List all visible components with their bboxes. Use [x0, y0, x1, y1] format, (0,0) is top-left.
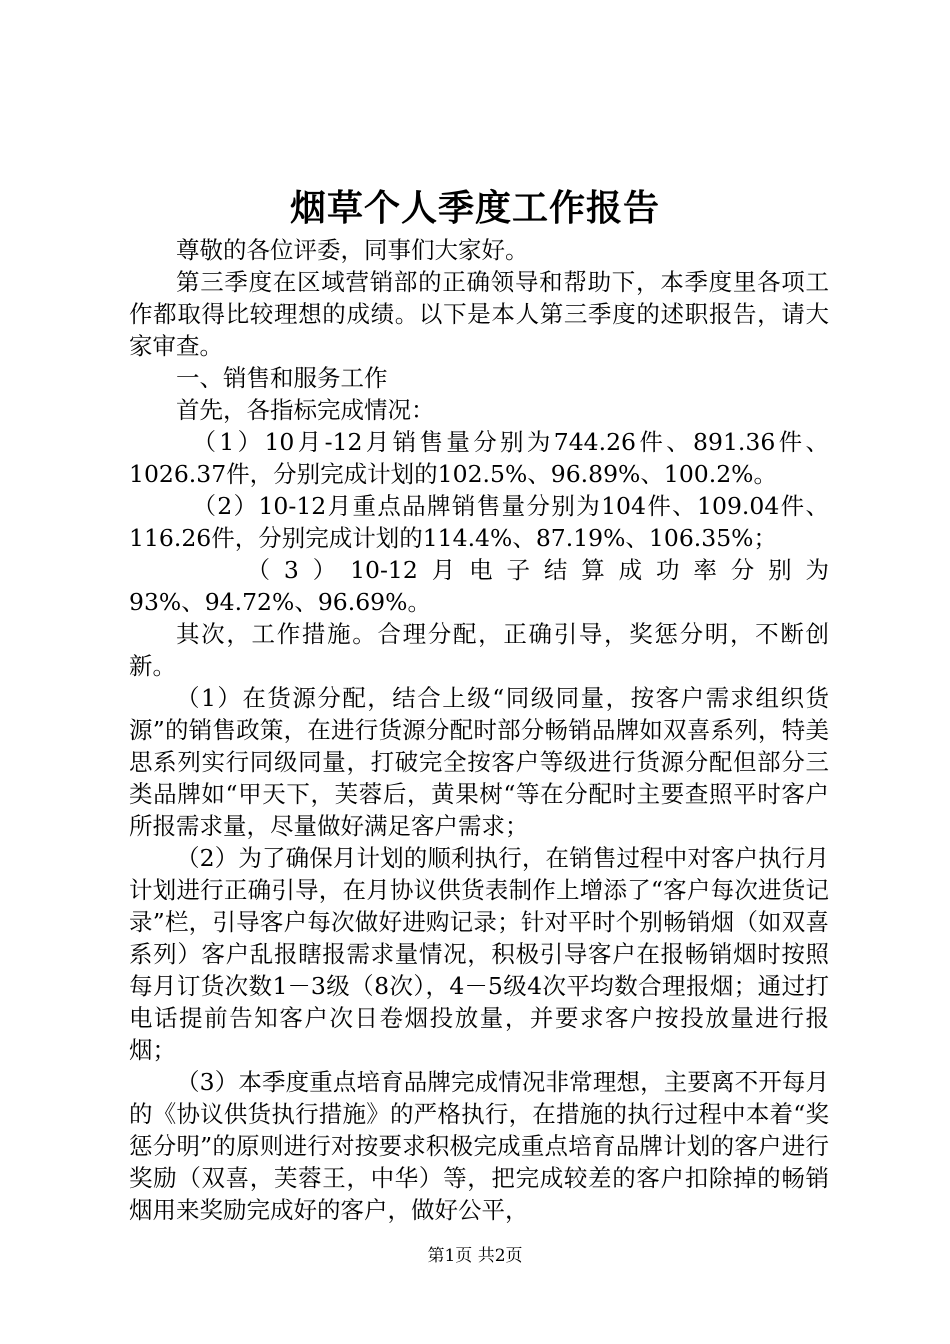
page-footer: 第1页 共2页 — [427, 1246, 523, 1266]
measure-2-paragraph: （2）为了确保月计划的顺利执行，在销售过程中对客户执行月计划进行正确引导，在月协议供货表制作上增添了“客户每次进货记录”栏，引导客户每次做好进购记录；针对平时个别畅销烟（如双喜系列）客户乱报瞎报需求量情况，积极引导客户在报畅销烟时按照每月订货次数1－3级（8次），4－5级4次平均数合理报烟；通过打电话提前告知客户次日卷烟投放量，并要求客户按投放量进行报烟； — [129, 844, 829, 1064]
measure-1-paragraph: （1）在货源分配，结合上级“同级同量，按客户需求组织货源”的销售政策，在进行货源分配时部分畅销品牌如双喜系列，特美思系列实行同级同量，打破完全按客户等级进行货源分配但部分三类品牌如“甲天下，芙蓉后，黄果树“等在分配时主要查照平时客户所报需求量，尽量做好满足客户需求； — [129, 684, 829, 840]
sales-volume-paragraph: （1）10月-12月销售量分别为744.26件、891.36件、1026.37件，分别完成计划的102.5%、96.89%、100.2%。 — [129, 428, 829, 488]
key-brand-paragraph: （2）10-12月重点品牌销售量分别为104件、109.04件、116.26件，分别完成计划的114.4%、87.19%、106.35%； — [129, 492, 829, 552]
indicators-paragraph: 首先，各指标完成情况： — [176, 396, 435, 424]
document-body — [129, 234, 829, 1226]
document-title: 烟草个人季度工作报告 — [289, 187, 660, 229]
greeting-paragraph: 尊敬的各位评委，同事们大家好。 — [176, 236, 529, 264]
section-heading: 一、销售和服务工作 — [176, 364, 388, 392]
intro-paragraph: 第三季度在区域营销部的正确领导和帮助下，本季度里各项工作都取得比较理想的成绩。以下是本人第三季度的述职报告，请大家审查。 — [129, 268, 829, 360]
settlement-rate-paragraph: （3）10-12月电子结算成功率分别为 — [246, 556, 829, 584]
measures-paragraph: 其次，工作措施。合理分配，正确引导，奖惩分明，不断创新。 — [129, 620, 829, 680]
measure-3-paragraph: （3）本季度重点培育品牌完成情况非常理想，主要离不开每月的《协议供货执行措施》的严格执行，在措施的执行过程中本着“奖惩分明”的原则进行对按要求积极完成重点培育品牌计划的客户进行奖励（双喜，芙蓉王，中华）等，把完成较差的客户扣除掉的畅销烟用来奖励完成好的客户，做好公平， — [129, 1068, 829, 1224]
settlement-rate-values: 93%、94.72%、96.69%。 — [129, 588, 431, 616]
